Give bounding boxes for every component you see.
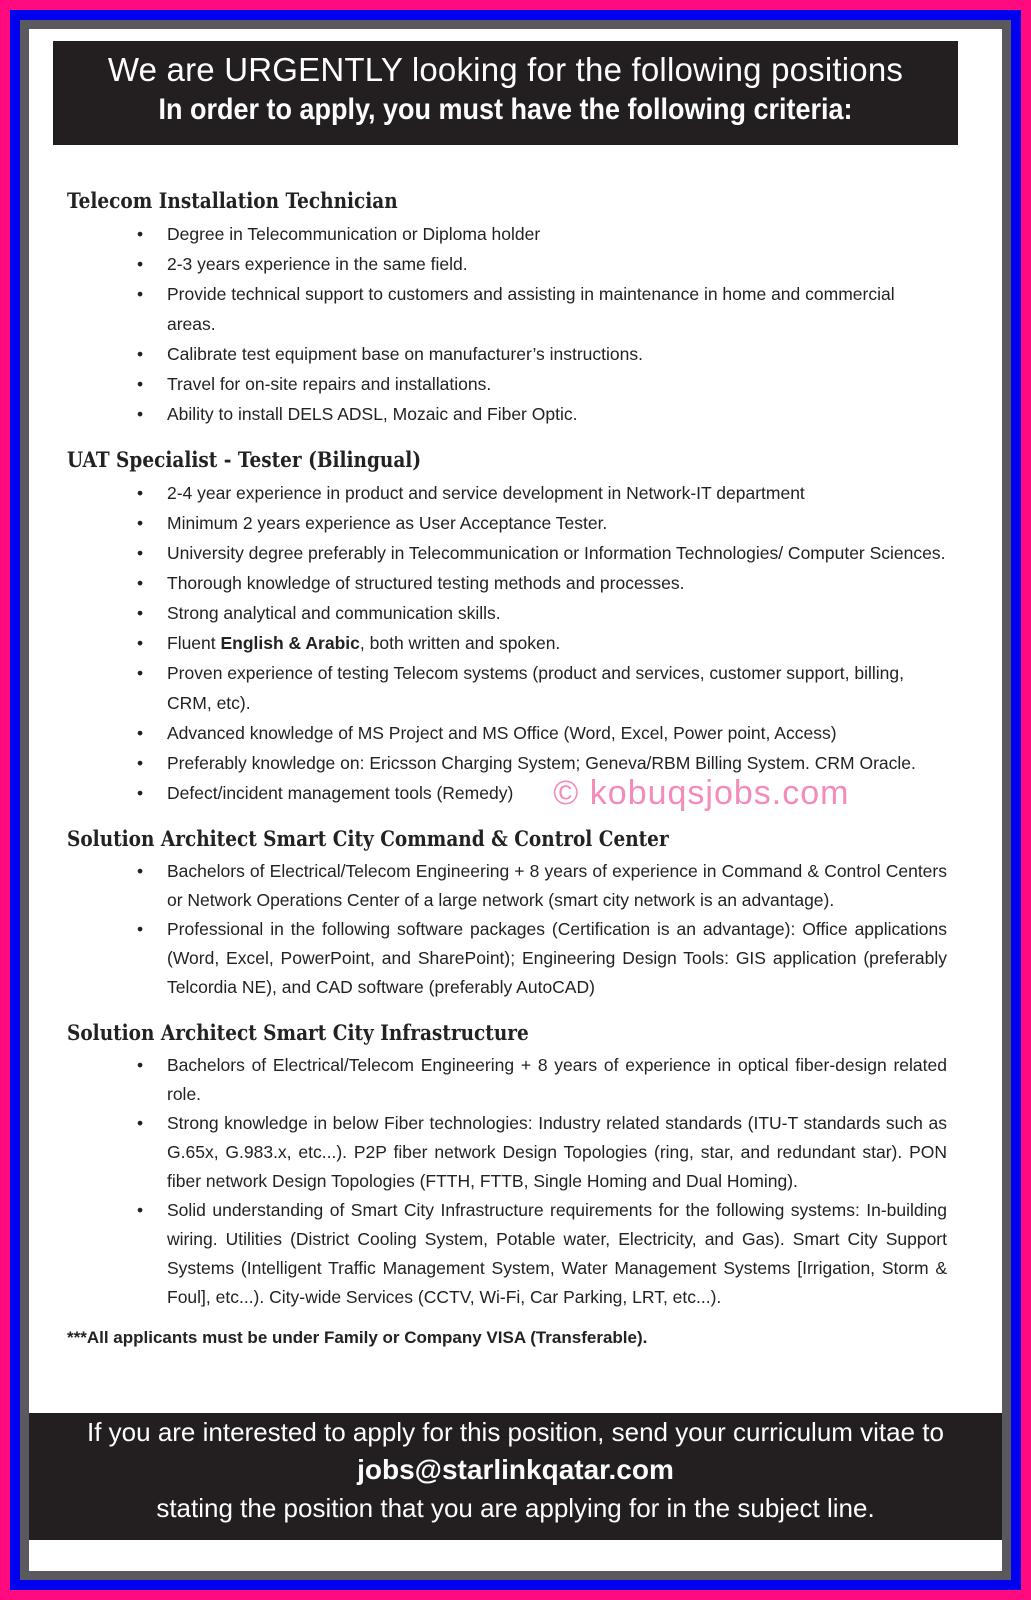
list-item: • Degree in Telecommunication or Diploma holder bbox=[137, 219, 947, 249]
list-item: • Thorough knowledge of structured testing methods and processes. bbox=[137, 568, 947, 598]
criteria-list bbox=[137, 478, 947, 812]
header-line-1: We are URGENTLY looking for the following positions bbox=[107, 51, 904, 88]
list-item: • Professional in the following software packages (Certification is an advantage): Office applications (Word, Excel, PowerPoint, and SharePoint); Engineering Design Tools: GIS application (preferably Telcordia NE), and CAD software (preferably AutoCAD) bbox=[137, 915, 947, 1002]
list-item: • Advanced knowledge of MS Project and MS Office (Word, Excel, Power point, Access) bbox=[137, 718, 947, 748]
list-item: • Ability to install DELS ADSL, Mozaic and Fiber Optic. bbox=[137, 399, 947, 429]
position-title: Telecom Installation Technician bbox=[67, 188, 398, 213]
list-item: • 2-3 years experience in the same field. bbox=[137, 249, 947, 279]
criteria-list bbox=[137, 1051, 947, 1312]
visa-note: ***All applicants must be under Family or Company VISA (Transferable). bbox=[67, 1328, 648, 1347]
contact-email[interactable]: jobs@starlinkqatar.com bbox=[357, 1454, 674, 1485]
text: , both written and spoken. bbox=[359, 633, 561, 653]
list-item: • Bachelors of Electrical/Telecom Engineering + 8 years of experience in optical fiber-design related role. bbox=[137, 1051, 947, 1109]
list-item: • Proven experience of testing Telecom systems (product and services, customer support, billing, CRM, etc). bbox=[137, 658, 947, 718]
list-item: • Strong analytical and communication skills. bbox=[137, 598, 947, 628]
list-item bbox=[137, 628, 947, 658]
position-title: Solution Architect Smart City Infrastructure bbox=[67, 1020, 529, 1045]
text: Fluent bbox=[167, 633, 221, 653]
list-item: • Travel for on-site repairs and installations. bbox=[137, 369, 947, 399]
list-item: • University degree preferably in Telecommunication or Information Technologies/ Computer Sciences. bbox=[137, 538, 947, 568]
list-item: • Minimum 2 years experience as User Acceptance Tester. bbox=[137, 508, 947, 538]
position-title: Solution Architect Smart City Command & Control Center bbox=[67, 826, 669, 851]
criteria-list bbox=[137, 219, 947, 429]
header-banner bbox=[53, 41, 958, 145]
list-item-text: Defect/incident management tools (Remedy) bbox=[167, 783, 514, 803]
footer-line-3: stating the position that you are applying for in the subject line. bbox=[156, 1493, 875, 1523]
list-item bbox=[137, 774, 947, 812]
footer-line-1: If you are interested to apply for this position, send your curriculum vitae to bbox=[87, 1417, 944, 1447]
list-item: • Calibrate test equipment base on manufacturer’s instructions. bbox=[137, 339, 947, 369]
watermark: © kobuqsjobs.com bbox=[553, 774, 850, 812]
list-item: • 2-4 year experience in product and service development in Network-IT department bbox=[137, 478, 947, 508]
job-ad-page bbox=[29, 29, 1002, 1571]
list-item: • Bachelors of Electrical/Telecom Engineering + 8 years of experience in Command & Control Centers or Network Operations Center of a large network (smart city network is an advantage). bbox=[137, 857, 947, 915]
criteria-list bbox=[137, 857, 947, 1002]
position-title: UAT Specialist - Tester (Bilingual) bbox=[67, 447, 422, 472]
list-item: • Solid understanding of Smart City Infrastructure requirements for the following systems: In-building wiring. Utilities (District Cooling System, Potable water, Electricity, and Gas). Smart City Support Systems (Intelligent Traffic Management System, Water Management Systems [Irrigation, Storm & Foul], etc...). City-wide Services (CCTV, Wi-Fi, Car Parking, LRT, etc...). bbox=[137, 1196, 947, 1312]
positions-content bbox=[67, 181, 947, 1348]
list-item: • Preferably knowledge on: Ericsson Charging System; Geneva/RBM Billing System. CRM Oracle. bbox=[137, 748, 947, 778]
languages: English & Arabic bbox=[220, 633, 360, 653]
footer-banner bbox=[29, 1413, 1002, 1540]
list-item: • Provide technical support to customers and assisting in maintenance in home and commercial areas. bbox=[137, 279, 947, 339]
header-line-2: In order to apply, you must have the following criteria: bbox=[158, 93, 853, 126]
list-item: • Strong knowledge in below Fiber technologies: Industry related standards (ITU-T standards such as G.65x, G.983.x, etc...). P2P fiber network Design Topologies (ring, star, and redundant star). PON fiber network Design Topologies (FTTH, FTTB, Single Homing and Dual Homing). bbox=[137, 1109, 947, 1196]
